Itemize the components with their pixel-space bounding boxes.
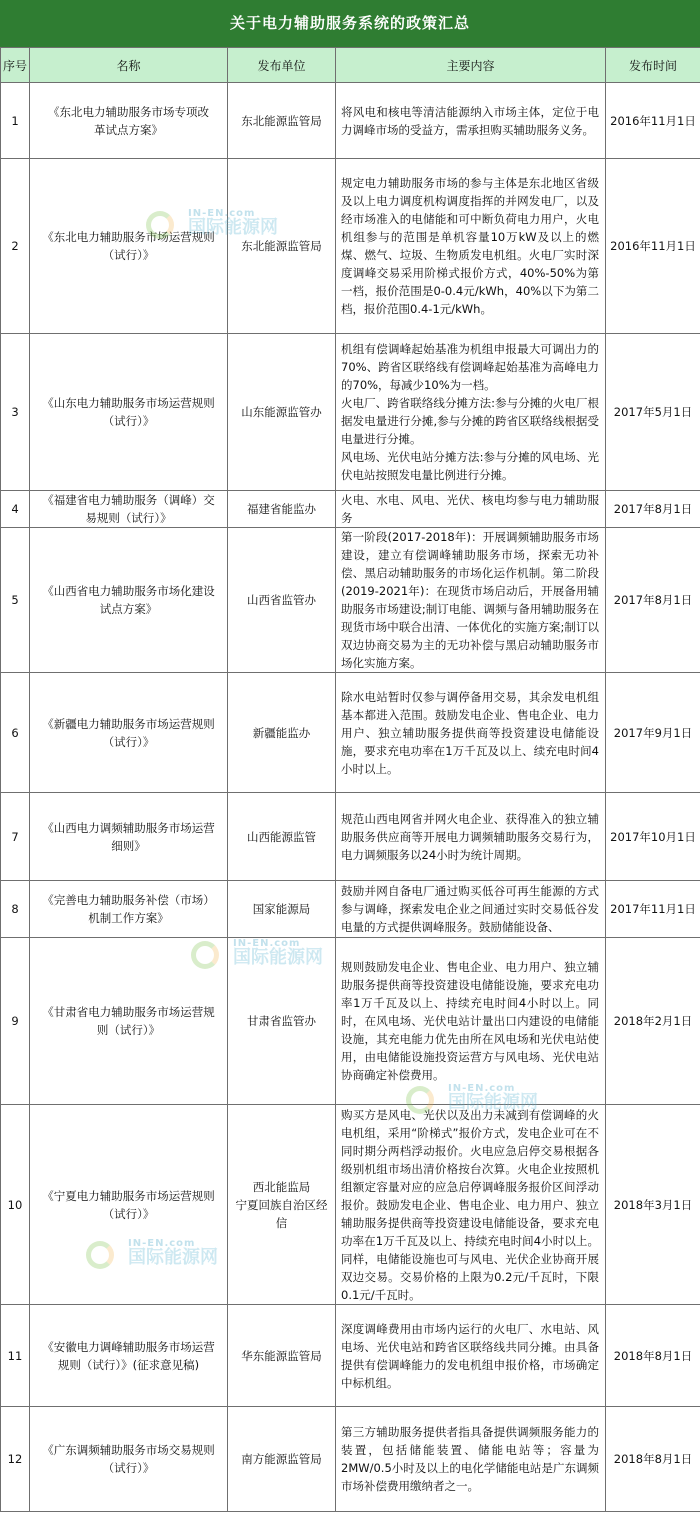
row-number: 9 [1,938,30,1105]
watermark-big-text: 国际能源网 [448,1092,538,1113]
row-number: 2 [1,159,30,334]
issuing-agency: 山西能源监管 [228,793,336,881]
publish-date: 2017年10月1日 [606,793,700,881]
watermark-big-text: 国际能源网 [128,1247,218,1268]
issuing-agency: 福建省能监办 [228,491,336,528]
header-name: 名称 [30,48,228,83]
table-row [1,1105,700,1305]
policy-name: 《山东电力辅助服务市场运营规则 （试行）》 [30,334,228,491]
policy-name: 《甘肃省电力辅助服务市场运营规 则（试行）》 [30,938,228,1105]
policy-name: 《安徽电力调峰辅助服务市场运营 规则（试行）》(征求意见稿) [30,1305,228,1407]
watermark-small-text: IN-EN.com [188,208,256,219]
policy-table [0,47,700,1512]
table-body [1,83,700,1512]
issuing-agency: 甘肃省监管办 [228,938,336,1105]
row-number: 5 [1,528,30,673]
watermark-big-text: 国际能源网 [233,947,323,968]
header-content: 主要内容 [336,48,606,83]
row-number: 8 [1,881,30,938]
issuing-agency: 山东能源监管办 [228,334,336,491]
issuing-agency: 华东能源监管局 [228,1305,336,1407]
main-content: 规范山西电网省并网火电企业、获得准入的独立辅助服务供应商等开展电力调频辅助服务交易行为，电力调频服务以24小时为统计周期。 [336,793,606,881]
table-row [1,793,700,881]
header-issuer: 发布单位 [228,48,336,83]
publish-date: 2017年9月1日 [606,673,700,793]
main-content: 第三方辅助服务提供者指具备提供调频服务能力的装置，包括储能装置、储能电站等；容量为2MW/0.5小时及以上的电化学储能电站是广东调频市场补偿费用缴纳者之一。 [336,1407,606,1512]
table-row [1,881,700,938]
main-content: 深度调峰费用由市场内运行的火电厂、水电站、风电场、光伏电站和跨省区联络线共同分摊。由具备提供有偿调峰能力的发电机组申报价格，市场确定中标机组。 [336,1305,606,1407]
main-content: 购买方是风电、光伏以及出力未减到有偿调峰的火电机组，采用“阶梯式”报价方式，发电企业可在不同时期分两档浮动报价。火电应急启停交易根据各级别机组市场出清价格按台次算。火电企业按照机组额定容量对应的应急启停调峰服务报价区间浮动报价。鼓励发电企业、售电企业、电力用户、独立辅助服务提供商等投资建设电储能设备，要求充电功率在1万千瓦及以上、持续充电时间4小时以上。同样，电储能设施也可与风电、光伏企业协商开展双边交易。交易价格的上限为0.2元/千瓦时，下限0.1元/千瓦时。 [336,1105,606,1305]
issuing-agency: 山西省监管办 [228,528,336,673]
policy-name: 《广东调频辅助服务市场交易规则 （试行）》 [30,1407,228,1512]
row-number: 7 [1,793,30,881]
table-row [1,83,700,159]
publish-date: 2017年8月1日 [606,491,700,528]
publish-date: 2018年8月1日 [606,1407,700,1512]
table-row [1,491,700,528]
policy-name: 《山西电力调频辅助服务市场运营 细则》 [30,793,228,881]
policy-name: 《完善电力辅助服务补偿（市场） 机制工作方案》 [30,881,228,938]
main-content: 机组有偿调峰起始基准为机组申报最大可调出力的70%、跨省区联络线有偿调峰起始基准为高峰电力的70%，每减少10%为一档。 火电厂、跨省联络线分摊方法:参与分摊的火电厂根据发电量进行分摊,参与分摊的跨省区联络线根据受电量进行分摊。 风电场、光伏电站分摊方法:参与分摊的风电场、光伏电站按照发电量比例进行分摊。 [336,334,606,491]
header-date: 发布时间 [606,48,700,83]
table-row [1,1407,700,1512]
table-row [1,159,700,334]
row-number: 6 [1,673,30,793]
watermark-small-text: IN-EN.com [128,1238,196,1249]
table-row [1,673,700,793]
header-no: 序号 [1,48,30,83]
publish-date: 2018年8月1日 [606,1305,700,1407]
policy-name: 《福建省电力辅助服务（调峰）交 易规则（试行）》 [30,491,228,528]
table-row [1,1305,700,1407]
row-number: 1 [1,83,30,159]
publish-date: 2017年5月1日 [606,334,700,491]
publish-date: 2018年2月1日 [606,938,700,1105]
row-number: 10 [1,1105,30,1305]
row-number: 4 [1,491,30,528]
issuing-agency: 东北能源监管局 [228,83,336,159]
policy-name: 《东北电力辅助服务市场运营规则 （试行）》 [30,159,228,334]
issuing-agency: 西北能监局 宁夏回族自治区经 信 [228,1105,336,1305]
publish-date: 2017年8月1日 [606,528,700,673]
publish-date: 2016年11月1日 [606,83,700,159]
main-content: 鼓励并网自备电厂通过购买低谷可再生能源的方式参与调峰，探索发电企业之间通过实时交易低谷发电量的方式提供调峰服务。鼓励储能设备、 [336,881,606,938]
policy-name: 《宁夏电力辅助服务市场运营规则 （试行）》 [30,1105,228,1305]
table-row [1,938,700,1105]
row-number: 12 [1,1407,30,1512]
publish-date: 2018年3月1日 [606,1105,700,1305]
table-row [1,528,700,673]
row-number: 3 [1,334,30,491]
watermark-big-text: 国际能源网 [188,217,278,238]
table-row [1,334,700,491]
main-content: 将风电和核电等清洁能源纳入市场主体，定位于电力调峰市场的受益方，需承担购买辅助服务义务。 [336,83,606,159]
watermark-small-text: IN-EN.com [448,1083,516,1094]
issuing-agency: 南方能源监管局 [228,1407,336,1512]
policy-name: 《新疆电力辅助服务市场运营规则 （试行）》 [30,673,228,793]
policy-name: 《山西省电力辅助服务市场化建设 试点方案》 [30,528,228,673]
table-title: 关于电力辅助服务系统的政策汇总 [0,0,700,47]
row-number: 11 [1,1305,30,1407]
issuing-agency: 新疆能监办 [228,673,336,793]
issuing-agency: 国家能源局 [228,881,336,938]
policy-name: 《东北电力辅助服务市场专项改 革试点方案》 [30,83,228,159]
main-content: 火电、水电、风电、光伏、核电均参与电力辅助服务 [336,491,606,528]
main-content: 规则鼓励发电企业、售电企业、电力用户、独立辅助服务提供商等投资建设电储能设施，要求充电功率1万千瓦及以上、持续充电时间4小时以上。同时，在风电场、光伏电站计量出口内建设的电储能设施，其充电能力优先由所在风电场和光伏电站使用，由电储能设施投资运营方与风电场、光伏电站协商确定补偿费用。 [336,938,606,1105]
publish-date: 2017年11月1日 [606,881,700,938]
main-content: 第一阶段(2017-2018年)：开展调频辅助服务市场建设，建立有偿调峰辅助服务市场，探索无功补偿、黑启动辅助服务的市场化运作机制。第二阶段(2019-2021年)：在现货市场启动后，开展备用辅助服务市场建设;制订电能、调频与备用辅助服务在现货市场中联合出清、一体优化的实施方案;制订以双边协商交易为主的无功补偿与黑启动辅助服务市场化实施方案。 [336,528,606,673]
main-content: 规定电力辅助服务市场的参与主体是东北地区省级及以上电力调度机构调度指挥的并网发电厂，以及经市场准入的电储能和可中断负荷电力用户，火电机组参与的范围是单机容量10万kW及以上的燃煤、燃气、垃圾、生物质发电机组。火电厂实时深度调峰交易采用阶梯式报价方式，40%-50%为第一档，报价范围是0-0.4元/kWh，40%以下为第二档，报价范围0.4-1元/kWh。 [336,159,606,334]
watermark-small-text: IN-EN.com [233,938,301,949]
publish-date: 2016年11月1日 [606,159,700,334]
table-header-row [1,48,700,83]
main-content: 除水电站暂时仅参与调停备用交易，其余发电机组基本都进入范围。鼓励发电企业、售电企业、电力用户、独立辅助服务提供商等投资建设电储能设施，要求充电功率在1万千瓦及以上、续充电时间4小时以上。 [336,673,606,793]
issuing-agency: 东北能源监管局 [228,159,336,334]
